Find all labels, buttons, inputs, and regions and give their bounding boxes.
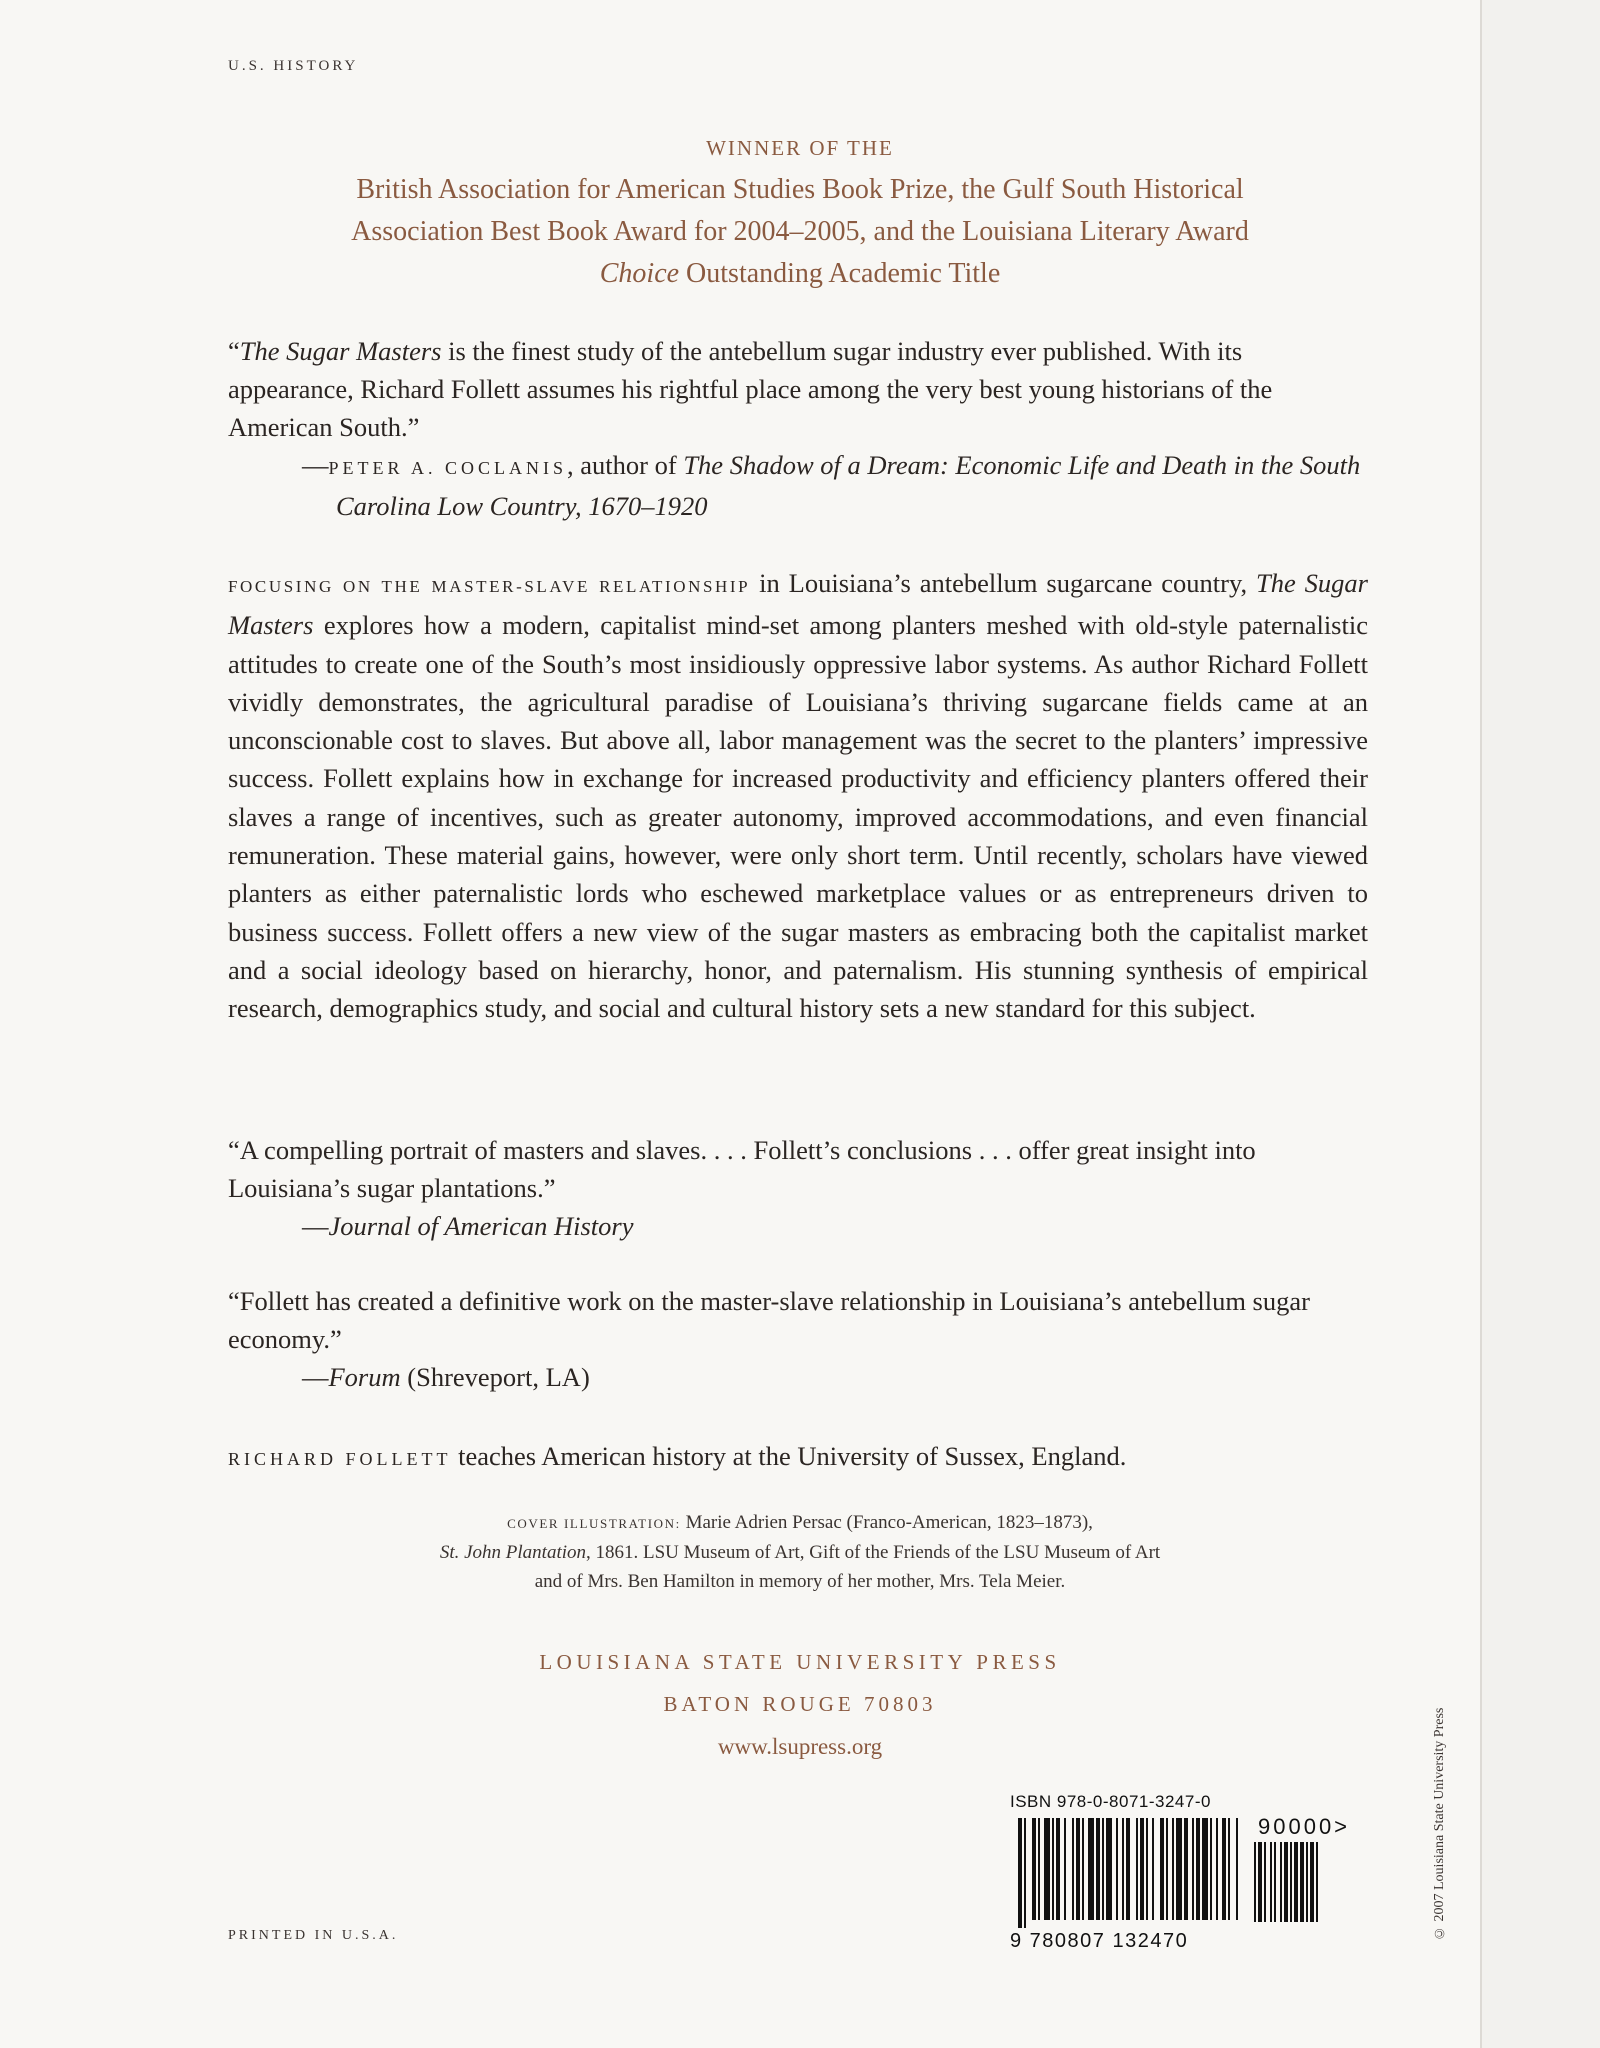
barcode-bar: [1052, 1818, 1054, 1920]
fold-line: [1480, 0, 1482, 2048]
barcode-addon-bar: [1264, 1842, 1266, 1922]
barcode-bar: [1064, 1818, 1066, 1920]
forum-quote: [228, 1282, 1368, 1396]
author-bio-text: teaches American history at the University of Sussex, England.: [451, 1441, 1127, 1471]
barcode-bar: [1136, 1818, 1138, 1920]
choice-title: Choice: [599, 258, 680, 289]
barcode-addon-number: 90000>: [1258, 1814, 1351, 1839]
cover-illustration-credit: [200, 1508, 1400, 1596]
barcode-bar: [1088, 1818, 1094, 1920]
cover-credit-label: COVER ILLUSTRATION:: [507, 1516, 681, 1531]
barcode-addon-bar: [1258, 1842, 1262, 1922]
description-lead: FOCUSING ON THE MASTER-SLAVE RELATIONSHIP: [228, 577, 751, 596]
barcode-bar: [1106, 1818, 1112, 1920]
barcode-addon-bar: [1270, 1842, 1272, 1922]
barcode-addon-bar: [1294, 1842, 1298, 1922]
cover-credit-line-3: and of Mrs. Ben Hamilton in memory of her mother, Mrs. Tela Meier.: [534, 1571, 1066, 1592]
barcode-bar: [1122, 1818, 1124, 1920]
barcode-bar: [1126, 1818, 1130, 1920]
barcode-addon-bar: [1306, 1842, 1308, 1922]
barcode-bar: [1166, 1818, 1168, 1920]
barcode-bar: [1096, 1818, 1100, 1920]
jah-quote: [228, 1131, 1368, 1245]
forum-quote-text: “Follett has created a definitive work on the master-slave relationship in Louisiana’s antebellum sugar economy.”: [228, 1286, 1310, 1354]
copyright-notice: © 2007 Louisiana State University Press: [1432, 1707, 1447, 1940]
barcode-bar: [1082, 1818, 1084, 1920]
dash: —: [302, 450, 329, 480]
painting-title: St. John Plantation: [439, 1542, 586, 1563]
barcode-bar: [1152, 1818, 1154, 1920]
attribution-author: PETER A. COCLANIS: [328, 458, 568, 478]
jah-source: Journal of American History: [328, 1211, 634, 1241]
category-label: U.S. HISTORY: [228, 58, 359, 74]
barcode-bar: [1192, 1818, 1194, 1920]
barcode-bar: [1024, 1818, 1026, 1928]
awards-line-2: Association Best Book Award for 2004–2005, and the Louisiana Literary Award: [351, 216, 1249, 247]
barcode-bar: [1038, 1818, 1040, 1920]
barcode-bar: [1184, 1818, 1188, 1920]
barcode-bar: [1056, 1818, 1060, 1920]
barcode-bar: [1172, 1818, 1174, 1920]
attribution-mid: , author of: [567, 450, 684, 480]
barcode-addon-bar: [1284, 1842, 1288, 1922]
barcode-bar: [1032, 1818, 1036, 1920]
barcode-bar: [1102, 1818, 1104, 1920]
forum-source: Forum: [328, 1362, 401, 1392]
publisher-block: [200, 1650, 1400, 1760]
barcode-bar: [1140, 1818, 1144, 1920]
barcode-bar: [1216, 1818, 1218, 1920]
barcode-addon-bar: [1290, 1842, 1292, 1922]
publisher-name: LOUISIANA STATE UNIVERSITY PRESS: [539, 1650, 1061, 1674]
forum-location: (Shreveport, LA): [400, 1362, 590, 1392]
barcode-bar: [1202, 1818, 1208, 1920]
barcode-bar: [1116, 1818, 1118, 1920]
cover-credit-line-2: [200, 1538, 1400, 1567]
barcode-addon-bar: [1274, 1842, 1276, 1922]
coclanis-quote: [228, 332, 1368, 525]
barcode-bar: [1076, 1818, 1080, 1920]
quote-body: is the finest study of the antebellum sugar industry ever published. With its appearance, Richard Follett assumes his rightful place among the very best young historians of the American South.”: [228, 336, 1273, 442]
description-part1: in Louisiana’s antebellum sugarcane country,: [750, 568, 1257, 598]
choice-rest: Outstanding Academic Title: [679, 258, 1001, 289]
description-part2: explores how a modern, capitalist mind-set among planters meshed with old-style paternalistic attitudes to create one of the South’s most insidiously oppressive labor systems. As author Richard Follett vividly demonstrates, the agricultural paradise of Louisiana’s thriving sugarcane fields came at an unconscionable cost to slaves. But above all, labor management was the secret to the planters’ impressive success. Follett explains how in exchange for increased productivity and efficiency planters offered their slaves a range of incentives, such as greater autonomy, improved accommodations, and even financial remuneration. These material gains, however, were only short term. Until recently, scholars have viewed planters as either paternalistic lords who eschewed marketplace values or as entrepreneurs driven to business success. Follett offers a new view of the sugar masters as embracing both the capitalist market and a social ideology based on hierarchy, honor, and paternalism. His stunning synthesis of empirical research, demographics study, and social and cultural history sets a new standard for this subject.: [228, 610, 1368, 1024]
barcode-addon-bar: [1280, 1842, 1282, 1922]
cover-credit-artist: Marie Adrien Persac (Franco-American, 1823–1873),: [680, 1512, 1093, 1533]
jah-attribution: [228, 1207, 1368, 1245]
cover-credit-museum: , 1861. LSU Museum of Art, Gift of the Friends of the LSU Museum of Art: [586, 1542, 1161, 1563]
publisher-city: BATON ROUGE 70803: [663, 1692, 937, 1716]
awards-heading: WINNER OF THE: [706, 136, 894, 160]
author-bio: [228, 1437, 1368, 1478]
barcode-number: 9 780807 132470: [1010, 1930, 1189, 1952]
awards-block: [200, 136, 1400, 295]
barcode-addon-bar: [1300, 1842, 1304, 1922]
book-description: [228, 564, 1368, 1028]
barcode-bar: [1210, 1818, 1212, 1920]
coclanis-quote-text: [228, 332, 1368, 446]
barcode-main-bars: [1018, 1818, 1238, 1928]
barcode-addon-bars: [1254, 1842, 1318, 1922]
barcode-addon-bar: [1254, 1842, 1256, 1922]
book-title: The Sugar Masters: [239, 336, 442, 366]
coclanis-attribution: [228, 446, 1368, 525]
barcode-bar: [1176, 1818, 1182, 1920]
awards-line-1: British Association for American Studies Book Prize, the Gulf South Historical: [356, 174, 1244, 205]
dash: —: [302, 1211, 329, 1241]
barcode-bar: [1018, 1818, 1022, 1928]
open-quote: “: [228, 336, 240, 366]
cover-credit-line-1: [200, 1508, 1400, 1538]
awards-line-3: [200, 253, 1400, 295]
barcode-bar: [1044, 1818, 1050, 1920]
printed-in-label: PRINTED IN U.S.A.: [228, 1928, 399, 1943]
dash: —: [302, 1362, 329, 1392]
barcode-bar: [1196, 1818, 1200, 1920]
barcode-bar: [1072, 1818, 1074, 1920]
author-name: RICHARD FOLLETT: [228, 1449, 452, 1469]
isbn-label: ISBN 978-0-8071-3247-0: [1010, 1792, 1211, 1811]
barcode-addon-bar: [1316, 1842, 1318, 1922]
barcode-bar: [1228, 1818, 1230, 1920]
barcode-bar: [1236, 1818, 1238, 1920]
attribution-source: The Shadow of a Dream: Economic Life and Death in the South Carolina Low Country, 1670–1920: [336, 450, 1361, 521]
barcode-bar: [1160, 1818, 1164, 1920]
barcode-bar: [1146, 1818, 1148, 1920]
jah-quote-text: “A compelling portrait of masters and slaves. . . . Follett’s conclusions . . . offer great insight into Louisiana’s sugar plantations.”: [228, 1135, 1256, 1203]
publisher-url: www.lsupress.org: [717, 1734, 883, 1759]
description-title: The Sugar Masters: [228, 568, 1368, 641]
forum-attribution: [228, 1358, 1368, 1396]
barcode-addon-bar: [1310, 1842, 1314, 1922]
barcode-bar: [1222, 1818, 1226, 1920]
cover-flap-edge: [1482, 0, 1600, 2048]
